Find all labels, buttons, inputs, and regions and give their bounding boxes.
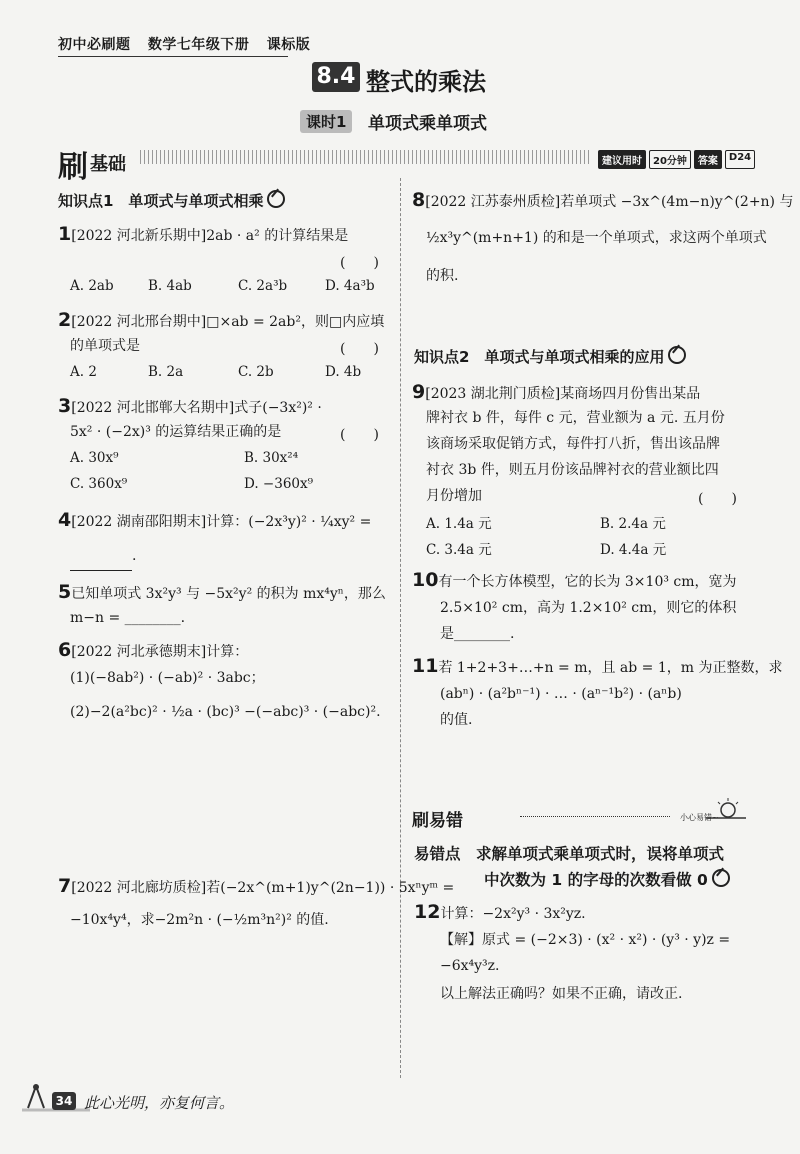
question-prompt: 以上解法正确吗？如果不正确，请改正. [440, 986, 683, 1002]
answer-page: D24 [725, 150, 755, 169]
book-subject: 数学七年级下册 [147, 37, 250, 53]
question-text-line2: 的单项式是 [70, 338, 140, 354]
mistakes-heading: 刷易错 [412, 811, 463, 831]
option-a: A. 2 [70, 364, 97, 380]
question-text-line2: 牌衬衣 b 件，每件 c 元，营业额为 a 元. 五月份 [426, 410, 725, 426]
question-text: 若 1+2+3+…+n = m，且 ab = 1，m 为正整数，求 [438, 660, 783, 676]
question-part-1: (1)(−8ab²) · (−ab)² · 3abc； [70, 670, 265, 686]
question-text-line2: . [132, 548, 137, 564]
question-text: [2022 河北新乐期中]2ab · a² 的计算结果是 [71, 228, 349, 244]
question-number: 9 [412, 381, 426, 403]
question-8 [412, 186, 793, 216]
section-title: 整式的乘法 [366, 68, 486, 96]
mistakes-note: 小心易错~ [680, 813, 719, 822]
question-11 [412, 652, 783, 682]
solution-line2: −6x⁴y³z. [440, 958, 500, 974]
footer-motto: 此心光明，亦复何言。 [84, 1094, 235, 1112]
question-text: 有一个长方体模型，它的长为 3×10³ cm，宽为 [438, 574, 737, 590]
answer-paren: ( ) [340, 427, 379, 443]
sun-icon [702, 796, 748, 822]
question-number: 10 [412, 569, 439, 591]
question-text-line2: 2.5×10² cm，高为 1.2×10² cm，则它的体积 [440, 600, 737, 616]
question-text-line4: 衬衣 3b 件，则五月份该品牌衬衣的营业额比四 [426, 462, 719, 478]
option-d: D. 4b [325, 364, 362, 380]
time-value: 20分钟 [649, 150, 691, 169]
pencil-icon [267, 190, 285, 208]
answer-paren: ( ) [340, 255, 379, 271]
option-c: C. 360x⁹ [70, 476, 128, 492]
question-6 [58, 636, 248, 666]
question-text-line2: −10x⁴y⁴，求−2m²n · (−½m³n²)² 的值. [70, 912, 329, 928]
question-number: 12 [414, 901, 441, 923]
option-a: A. 1.4a 元 [426, 516, 492, 532]
answer-blank [70, 542, 132, 571]
question-text-line3: 的值. [440, 712, 473, 728]
question-text-line3: 该商场采取促销方式，每件打八折，售出该品牌 [426, 436, 720, 452]
question-number: 5 [58, 581, 72, 603]
knowledge-point-1 [58, 190, 285, 211]
question-text-line3: 的积. [426, 268, 459, 284]
option-c: C. 2a³b [238, 278, 288, 294]
time-label: 建议用时 [598, 150, 646, 169]
option-d: D. 4a³b [325, 278, 375, 294]
error-point [414, 842, 724, 864]
option-a: A. 30x⁹ [70, 450, 119, 466]
knowledge-point-2 [414, 346, 686, 367]
question-12 [414, 898, 586, 928]
banner-label: 基础 [90, 154, 126, 175]
option-c: C. 3.4a 元 [426, 542, 492, 558]
section-number: 8.4 [312, 62, 360, 92]
question-text-line2: m−n = ________. [70, 610, 186, 626]
banner-stripe [140, 150, 592, 164]
book-title: 初中必刷题 [58, 37, 131, 53]
question-number: 8 [412, 189, 426, 211]
option-a: A. 2ab [70, 278, 114, 294]
question-text: [2022 河北承德期末]计算： [71, 644, 249, 660]
option-b: B. 2.4a 元 [600, 516, 666, 532]
question-number: 4 [58, 509, 72, 531]
error-point-line2-row [484, 868, 730, 890]
option-d: D. −360x⁹ [244, 476, 314, 492]
question-1 [58, 220, 348, 250]
question-4 [58, 506, 371, 536]
time-box [598, 150, 755, 169]
answer-paren: ( ) [340, 341, 379, 357]
lesson-title: 单项式乘单项式 [368, 114, 487, 134]
question-text-line3: 是________. [440, 626, 515, 642]
question-text-line2: (abⁿ) · (a²bⁿ⁻¹) · … · (aⁿ⁻¹b²) · (aⁿb) [440, 686, 682, 702]
mistakes-dotted-rule [520, 816, 670, 817]
knowledge-point-1-label: 知识点1 单项式与单项式相乘 [58, 192, 264, 210]
question-text: [2022 河北邯郸大名期中]式子(−3x²)² · [71, 400, 322, 416]
question-text: [2022 湖南邵阳期末]计算：(−2x³y)² · ¼xy² = [71, 514, 372, 530]
question-number: 11 [412, 655, 439, 677]
error-point-line1: 求解单项式乘单项式时，误将单项式 [476, 845, 725, 863]
option-b: B. 4ab [148, 278, 192, 294]
pencil-icon [712, 869, 730, 887]
answer-blank-line [70, 542, 136, 571]
question-text-line2: ½x³y^(m+n+1) 的和是一个单项式，求这两个单项式 [426, 230, 767, 246]
question-number: 3 [58, 395, 72, 417]
book-edition: 课标版 [266, 37, 311, 53]
question-text-line5: 月份增加 [426, 488, 482, 504]
option-c: C. 2b [238, 364, 274, 380]
question-text: 已知单项式 3x²y³ 与 −5x²y² 的积为 mx⁴yⁿ，那么 [71, 586, 386, 602]
lesson-badge: 课时1 [300, 110, 352, 133]
question-text-line2: 5x² · (−2x)³ 的运算结果正确的是 [70, 424, 282, 440]
question-text: 计算：−2x²y³ · 3x²yz. [440, 906, 586, 922]
question-number: 2 [58, 309, 72, 331]
page-number: 34 [52, 1092, 76, 1110]
knowledge-point-2-label: 知识点2 单项式与单项式相乘的应用 [414, 348, 665, 366]
question-7 [58, 872, 454, 902]
option-b: B. 2a [148, 364, 184, 380]
answer-label: 答案 [694, 150, 722, 169]
answer-paren: ( ) [698, 491, 737, 507]
header-rule [58, 56, 288, 57]
question-10 [412, 566, 737, 596]
question-text: [2022 河北廊坊质检]若(−2x^(m+1)y^(2n−1)) · 5xⁿyᵐ = [71, 880, 455, 896]
running-header [58, 34, 322, 54]
banner-mark: 刷 [58, 150, 88, 185]
question-number: 7 [58, 875, 72, 897]
option-b: B. 30x²⁴ [244, 450, 299, 466]
question-text: [2022 江苏泰州质检]若单项式 −3x^(4m−n)y^(2+n) 与 [425, 194, 794, 210]
question-number: 1 [58, 223, 72, 245]
error-point-label: 易错点 [414, 845, 461, 863]
error-point-line2: 中次数为 1 的字母的次数看做 0 [484, 871, 708, 889]
question-text: [2022 河北邢台期中]□×ab = 2ab²，则□内应填 [71, 314, 385, 330]
question-part-2: (2)−2(a²bc)² · ½a · (bc)³ −(−abc)³ · (−abc)². [70, 704, 381, 720]
question-text: [2023 湖北荆门质检]某商场四月份售出某品 [425, 386, 701, 402]
solution-line1: 【解】原式 = (−2×3) · (x² · x²) · (y³ · y)z = [440, 932, 731, 948]
option-d: D. 4.4a 元 [600, 542, 667, 558]
pencil-icon [668, 346, 686, 364]
column-divider [400, 178, 401, 1078]
question-number: 6 [58, 639, 72, 661]
